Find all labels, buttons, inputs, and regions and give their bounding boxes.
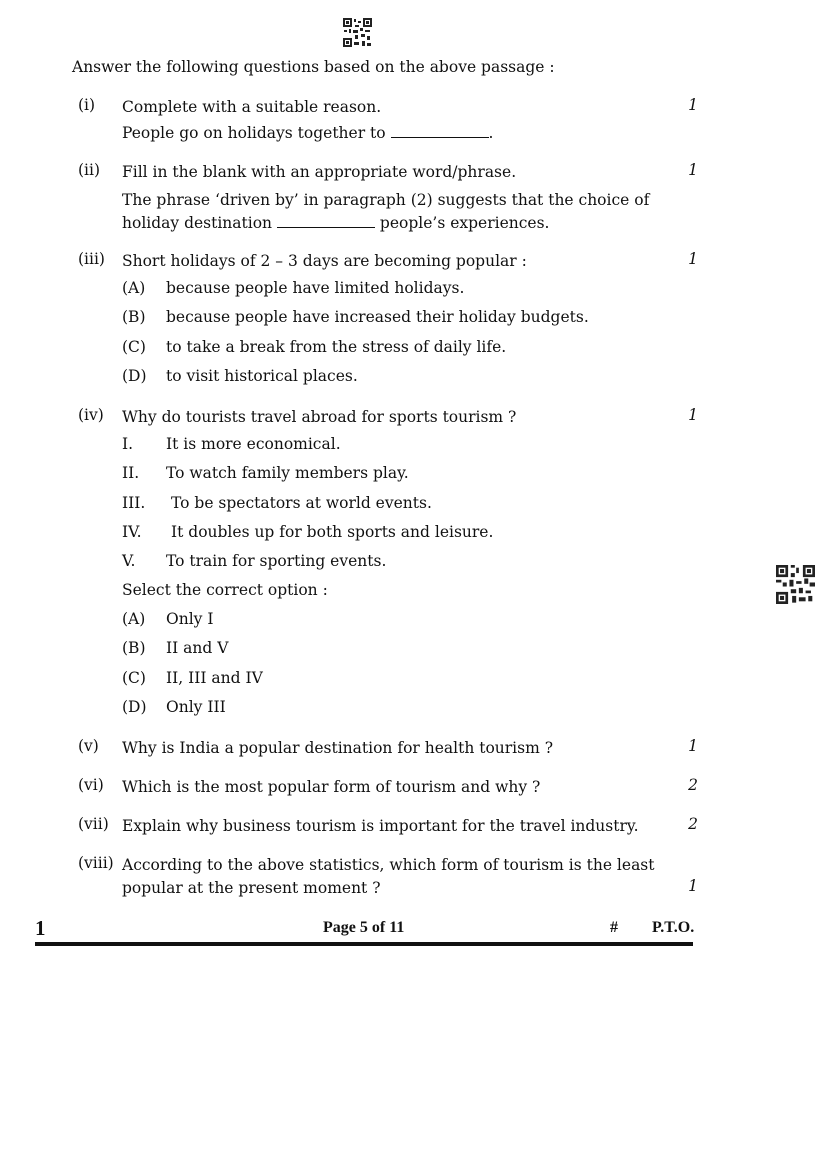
qr-code-side — [776, 565, 815, 604]
option[interactable]: (C) to take a break from the stress of daily life. — [122, 338, 507, 356]
qr-code-top — [343, 18, 372, 47]
marks: 1 — [688, 737, 698, 755]
question-text: According to the above statistics, which form of tourism is the least popular at the present moment ? — [122, 856, 655, 897]
question-text: Complete with a suitable reason. People go on holidays together to . — [122, 98, 494, 142]
marks: 1 — [688, 96, 698, 114]
question-text: Which is the most popular form of tourism and why ? — [122, 778, 541, 796]
statement: V. To train for sporting events. — [122, 552, 387, 570]
question-number: (vii) — [78, 815, 109, 833]
question-number: (viii) — [78, 854, 114, 872]
question-number: (v) — [78, 737, 99, 755]
answer-blank[interactable] — [277, 213, 375, 228]
option[interactable]: (D) Only III — [122, 698, 226, 716]
marks: 1 — [688, 161, 698, 179]
option[interactable]: (B) because people have increased their holiday budgets. — [122, 308, 589, 326]
statement: I. It is more economical. — [122, 435, 341, 453]
option[interactable]: (A) Only I — [122, 610, 214, 628]
set-number: 1 — [35, 916, 46, 940]
question-text: Why is India a popular destination for health tourism ? — [122, 739, 554, 757]
question-number: (vi) — [78, 776, 104, 794]
question-number: (i) — [78, 96, 96, 114]
question-number: (iii) — [78, 250, 105, 268]
select-instruction: Select the correct option : — [122, 581, 328, 599]
footer-rule — [35, 942, 693, 946]
marks: 1 — [688, 877, 698, 895]
instructions: Answer the following questions based on the above passage : — [72, 58, 555, 76]
statement: II. To watch family members play. — [122, 464, 409, 482]
marks: 1 — [688, 406, 698, 424]
statement: IV. It doubles up for both sports and leisure. — [122, 523, 494, 541]
option[interactable]: (C) II, III and IV — [122, 669, 263, 687]
question-text: Why do tourists travel abroad for sports tourism ? — [122, 408, 517, 426]
question-number: (iv) — [78, 406, 104, 424]
marks: 2 — [688, 776, 698, 794]
option[interactable]: (B) II and V — [122, 639, 229, 657]
question-number: (ii) — [78, 161, 101, 179]
hash-mark: # — [610, 919, 618, 936]
marks: 1 — [688, 250, 698, 268]
answer-blank[interactable] — [391, 123, 489, 138]
question-text: Explain why business tourism is important for the travel industry. — [122, 817, 639, 835]
page-number: Page 5 of 11 — [323, 919, 405, 936]
statement: III. To be spectators at world events. — [122, 494, 432, 512]
question-text: Short holidays of 2 – 3 days are becoming popular : — [122, 252, 527, 270]
marks: 2 — [688, 815, 698, 833]
option[interactable]: (A) because people have limited holidays. — [122, 279, 465, 297]
question-text: Fill in the blank with an appropriate word/phrase. The phrase ‘driven by’ in paragraph (2) suggests that the choice of holiday destination people’s experiences. — [122, 163, 650, 232]
option[interactable]: (D) to visit historical places. — [122, 367, 358, 385]
pto-label: P.T.O. — [652, 919, 695, 936]
